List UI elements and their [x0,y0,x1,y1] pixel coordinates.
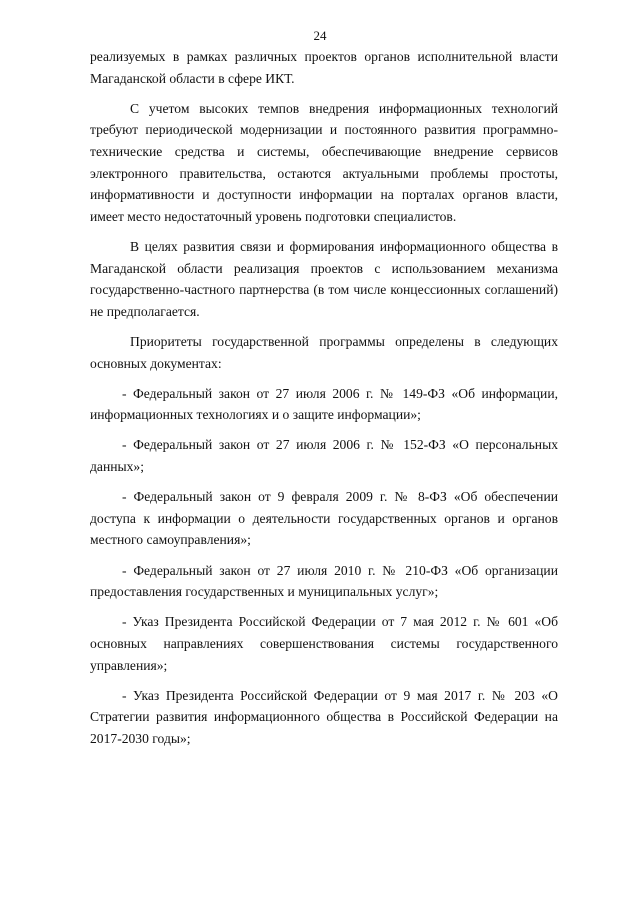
list-item-law-149: - Федеральный закон от 27 июля 2006 г. № 149-ФЗ «Об информации, информационных технологиях и о защите информации»; [90,385,558,423]
paragraph-ppp: В целях развития связи и формирования информационного общества в Магаданской области реализация проектов с использованием механизма государственно-частного партнерства (в том числе концессионных соглашений) не предполагается. [90,238,558,319]
list-item-law-152: - Федеральный закон от 27 июля 2006 г. № 152-ФЗ «О персональных данных»; [90,437,558,475]
document-body [90,46,558,758]
paragraph-continuation: реализуемых в рамках различных проектов органов исполнительной власти Магаданской области в сфере ИКТ. [90,49,558,86]
paragraph-priorities-intro: Приоритеты государственной программы определены в следующих основных документах: [90,333,558,371]
list-item-decree-203: - Указ Президента Российской Федерации от 9 мая 2017 г. № 203 «О Стратегии развития информационного общества в Российской Федерации на 2017-2030 годы»; [90,687,558,746]
paragraph-it-problems: С учетом высоких темпов внедрения информационных технологий требуют периодической модернизации и постоянного развития программно-технические средства и системы, обеспечивающие внедрение сервисов электронного правительства, остаются актуальными проблемы простоты, информативности и доступности информации на порталах органов власти, имеет место недостаточный уровень подготовки специалистов. [90,100,558,224]
list-item-decree-601: - Указ Президента Российской Федерации от 7 мая 2012 г. № 601 «Об основных направлениях совершенствования системы государственного управления»; [90,614,558,673]
list-item-law-8: - Федеральный закон от 9 февраля 2009 г. № 8-ФЗ «Об обеспечении доступа к информации о деятельности государственных органов и органов местного самоуправления»; [90,489,558,548]
page-number: 24 [313,28,327,43]
list-item-law-210: - Федеральный закон от 27 июля 2010 г. № 210-ФЗ «Об организации предоставления государственных и муниципальных услуг»; [90,562,558,600]
